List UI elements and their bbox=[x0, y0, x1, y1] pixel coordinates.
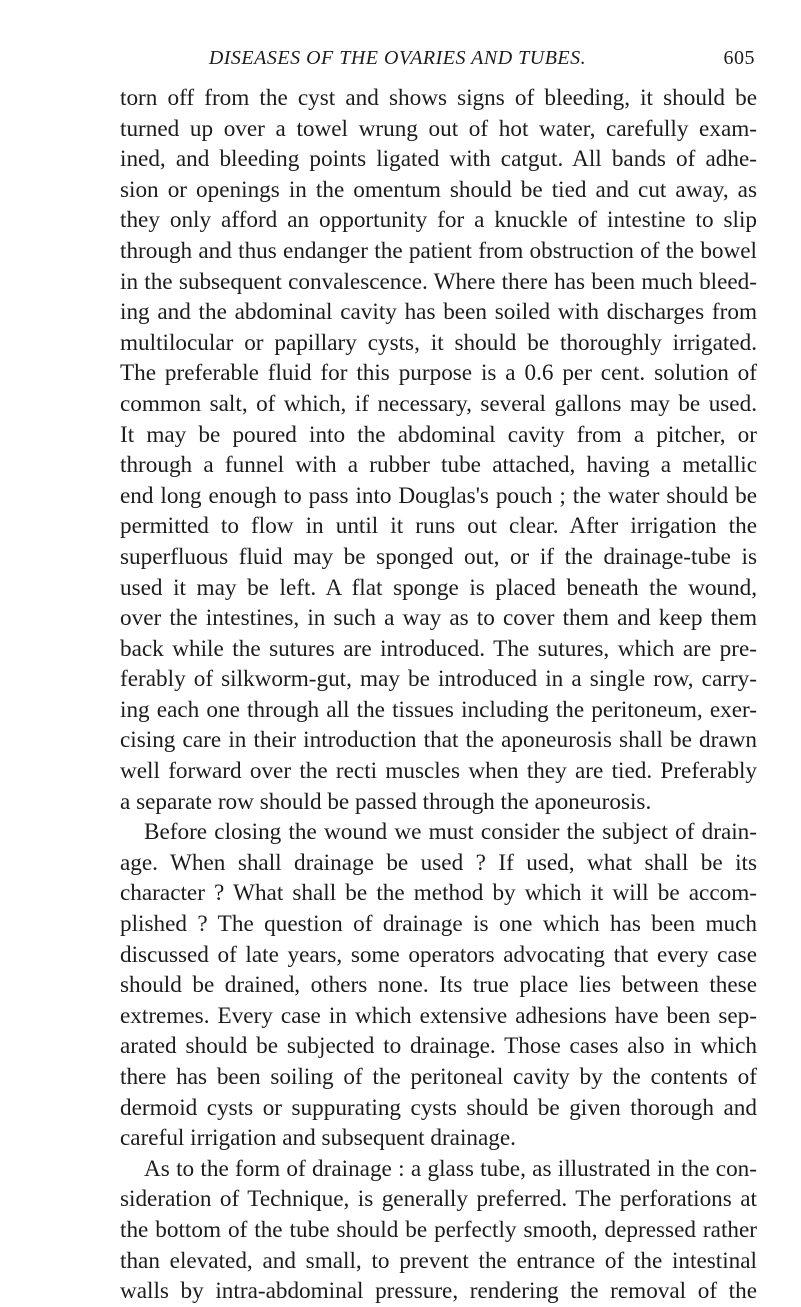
text-line: back while the sutures are introduced. The sutures, which are pre- bbox=[120, 635, 757, 662]
page-number: 605 bbox=[723, 47, 755, 69]
text-line: careful irrigation and subsequent drainage. bbox=[120, 1125, 516, 1152]
text-line: the bottom of the tube should be perfectly smooth, depressed rather bbox=[120, 1216, 757, 1243]
text-line: sion or openings in the omentum should be tied and cut away, as bbox=[120, 176, 757, 203]
text-line: ing each one through all the tissues including the peritoneum, exer- bbox=[120, 696, 757, 723]
text-line: walls by intra-abdominal pressure, rendering the removal of the bbox=[120, 1278, 757, 1305]
text-line: As to the form of drainage : a glass tube, as illustrated in the con- bbox=[144, 1155, 757, 1182]
text-line: through a funnel with a rubber tube attached, having a metallic bbox=[120, 452, 757, 479]
text-line: they only afford an opportunity for a knuckle of intestine to slip bbox=[120, 207, 757, 234]
text-line: multilocular or papillary cysts, it should be thoroughly irrigated. bbox=[120, 329, 757, 356]
text-line: permitted to flow in until it runs out clear. After irrigation the bbox=[120, 513, 757, 540]
text-line: ferably of silkworm-gut, may be introduced in a single row, carry- bbox=[120, 666, 757, 693]
text-line: end long enough to pass into Douglas's pouch ; the water should be bbox=[120, 482, 757, 509]
text-line: The preferable fluid for this purpose is a 0.6 per cent. solution of bbox=[120, 360, 757, 387]
text-line: discussed of late years, some operators advocating that every case bbox=[120, 941, 757, 968]
text-line: sideration of Technique, is generally preferred. The perforations at bbox=[120, 1186, 757, 1213]
text-line: ing and the abdominal cavity has been soiled with discharges from bbox=[120, 299, 757, 326]
text-line: over the intestines, in such a way as to cover them and keep them bbox=[120, 605, 757, 632]
body-text bbox=[120, 83, 757, 1307]
text-line: extremes. Every case in which extensive adhesions have been sep- bbox=[120, 1002, 757, 1029]
text-line: well forward over the recti muscles when they are tied. Preferably bbox=[120, 758, 757, 785]
text-line: common salt, of which, if necessary, several gallons may be used. bbox=[120, 390, 757, 417]
text-line: age. When shall drainage be used ? If used, what shall be its bbox=[120, 849, 757, 876]
text-line: turned up over a towel wrung out of hot water, carefully exam- bbox=[120, 115, 757, 142]
text-line: arated should be subjected to drainage. Those cases also in which bbox=[120, 1033, 757, 1060]
text-line: plished ? The question of drainage is one which has been much bbox=[120, 911, 757, 938]
text-line: in the subsequent convalescence. Where there has been much bleed- bbox=[120, 268, 757, 295]
text-line: dermoid cysts or suppurating cysts should be given thorough and bbox=[120, 1094, 757, 1121]
text-line: It may be poured into the abdominal cavity from a pitcher, or bbox=[120, 421, 757, 448]
text-line: used it may be left. A flat sponge is placed beneath the wound, bbox=[120, 574, 757, 601]
text-line: a separate row should be passed through the aponeurosis. bbox=[120, 788, 652, 815]
text-line: than elevated, and small, to prevent the entrance of the intestinal bbox=[120, 1247, 757, 1274]
text-line: should be drained, others none. Its true place lies between these bbox=[120, 972, 757, 999]
running-title: DISEASES OF THE OVARIES AND TUBES. bbox=[208, 47, 587, 69]
text-line: superfluous fluid may be sponged out, or if the drainage-tube is bbox=[120, 543, 757, 570]
text-line: cising care in their introduction that the aponeurosis shall be drawn bbox=[120, 727, 757, 754]
text-line: there has been soiling of the peritoneal cavity by the contents of bbox=[120, 1064, 757, 1090]
text-line: Before closing the wound we must consider the subject of drain- bbox=[144, 819, 757, 846]
running-head bbox=[120, 44, 755, 72]
text-line: torn off from the cyst and shows signs of bleeding, it should be bbox=[120, 85, 757, 111]
text-line: character ? What shall be the method by which it will be accom- bbox=[120, 880, 757, 907]
text-line: ined, and bleeding points ligated with catgut. All bands of adhe- bbox=[120, 146, 757, 173]
text-line: through and thus endanger the patient from obstruction of the bowel bbox=[120, 237, 757, 264]
